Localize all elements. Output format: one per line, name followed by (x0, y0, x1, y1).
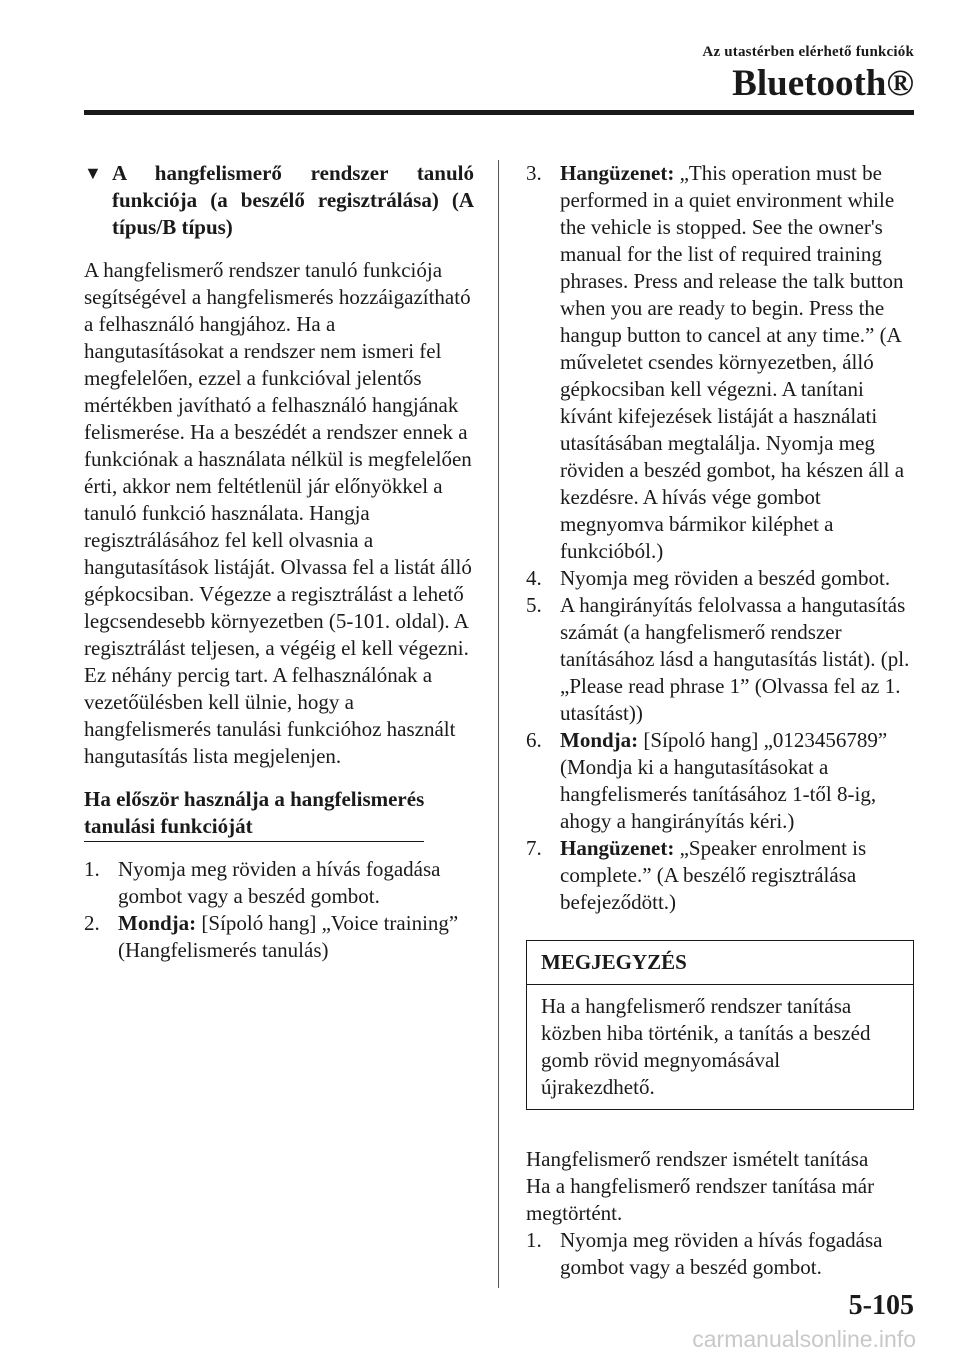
step-text (560, 1227, 916, 1281)
intro-paragraph: A hangfelismerő rendszer tanuló funkciója segítségével a hangfelismerés hozzáigazítható a felhasználó hangjához. Ha a hangutasításokat a rendszer nem ismeri fel megfelelően, ezzel a funkcióval jelentős mértékben javítható a felhasználó hangjának felismerése. Ha a beszédét a rendszer ennek a funkciónak a használata nélkül is megfelelően érti, akkor nem feltétlenül jár előnyökkel a tanuló funkció használata. Hangja regisztrálásához fel kell olvasnia a hangutasítások listáját. Olvassa fel a listát álló gépkocsiban. Végezze a regisztrálást a lehető legcsendesebb környezetben (5-101. oldal). A regisztrálást teljesen, a végéig el kell végezni. Ez néhány percig tart. A felhasználónak a vezetőülésben kell ülnie, hogy a hangfelismerés tanulási funkcióhoz használt hangutasítás lista megjelenjen. (84, 258, 472, 768)
step-label: Mondja: (118, 911, 197, 935)
page-number: 5-105 (848, 1290, 914, 1321)
right-column (526, 160, 916, 1281)
left-steps (84, 856, 474, 964)
step-number: 3. (526, 161, 542, 185)
step-text (560, 592, 916, 727)
right-steps (526, 160, 916, 916)
note-title: MEGJEGYZÉS (527, 941, 913, 985)
step-item (84, 910, 474, 964)
step-number: 6. (526, 728, 542, 752)
step-text (560, 727, 916, 835)
retraining-section (526, 1146, 916, 1281)
watermark: carmanualsonline.info (692, 1326, 916, 1352)
step-body: Nyomja meg röviden a beszéd gombot. (560, 566, 891, 590)
step-number: 1. (84, 857, 100, 881)
step-item (526, 727, 916, 835)
step-text (118, 856, 474, 910)
note-text: Ha a hangfelismerő rendszer tanítása közben hiba történik, a tanítás a beszéd gomb rövid megnyomásával újrakezdhető. (541, 994, 871, 1099)
step-body: Nyomja meg röviden a hívás fogadása gombot vagy a beszéd gombot. (118, 857, 441, 908)
step-item (526, 1227, 916, 1281)
page-header-section: Az utastérben elérhető funkciók (702, 44, 914, 60)
note-box (526, 940, 914, 1110)
retraining-title: Hangfelismerő rendszer ismételt tanítása (526, 1147, 869, 1171)
header-rule (84, 110, 914, 115)
left-column (84, 160, 474, 964)
step-body: [Sípoló hang] „Voice training” (Hangfelismerés tanulás) (118, 911, 459, 962)
step-text (118, 910, 474, 964)
retraining-text: Ha a hangfelismerő rendszer tanítása már megtörtént. (526, 1174, 875, 1225)
step-item (84, 856, 474, 910)
step-item (526, 160, 916, 565)
step-body: A hangirányítás felolvassa a hangutasítás számát (a hangfelismerő rendszer tanításához lásd a hangutasítás listát). (pl. „Please read phrase 1” (Olvassa fel az 1. utasítást)) (560, 593, 910, 725)
triangle-marker-icon: ▼ (84, 163, 102, 183)
step-body: „This operation must be performed in a quiet environment while the vehicle is stopped. See the owner's manual for the list of required training phrases. Press and release the talk button when you are ready to begin. Press the hangup button to cancel at any time.” (A műveletet csendes környezetben, álló gépkocsiban kell végezni. A tanítani kívánt kifejezések listáját a használati utasításában megtalálja. Nyomja meg röviden a beszéd gombot, ha készen áll a kezdésre. A hívás vége gombot megnyomva bármikor kiléphet a funkcióból.) (560, 161, 905, 563)
step-text (560, 160, 916, 565)
step-number: 7. (526, 836, 542, 860)
section-heading-text: A hangfelismerő rendszer tanuló funkciója (a beszélő regisztrálása) (A típus/B típus) (112, 161, 474, 239)
step-body: Nyomja meg röviden a hívás fogadása gombot vagy a beszéd gombot. (560, 1228, 883, 1279)
step-item (526, 565, 916, 592)
subheading (84, 786, 424, 842)
step-item (526, 835, 916, 916)
step-label: Mondja: (560, 728, 639, 752)
step-number: 5. (526, 593, 542, 617)
step-number: 1. (526, 1228, 542, 1252)
subheading-line-1: Ha először használja a hangfelismerés (84, 787, 425, 811)
step-text (560, 835, 916, 916)
step-body: „Speaker enrolment is complete.” (A beszélő regisztrálása befejeződött.) (560, 836, 867, 914)
column-divider (498, 160, 499, 1288)
subheading-line-2: tanulási funkcióját (84, 814, 253, 838)
step-label: Hangüzenet: (560, 836, 675, 860)
step-number: 2. (84, 911, 100, 935)
step-body: [Sípoló hang] „0123456789” (Mondja ki a hangutasításokat a hangfelismerés tanításához 1-től 8-ig, ahogy a hangirányítás kéri.) (560, 728, 888, 833)
page-header-title: Bluetooth® (732, 63, 914, 104)
section-heading (84, 160, 474, 241)
step-number: 4. (526, 566, 542, 590)
step-item (526, 592, 916, 727)
step-label: Hangüzenet: (560, 161, 675, 185)
step-text (560, 565, 916, 592)
